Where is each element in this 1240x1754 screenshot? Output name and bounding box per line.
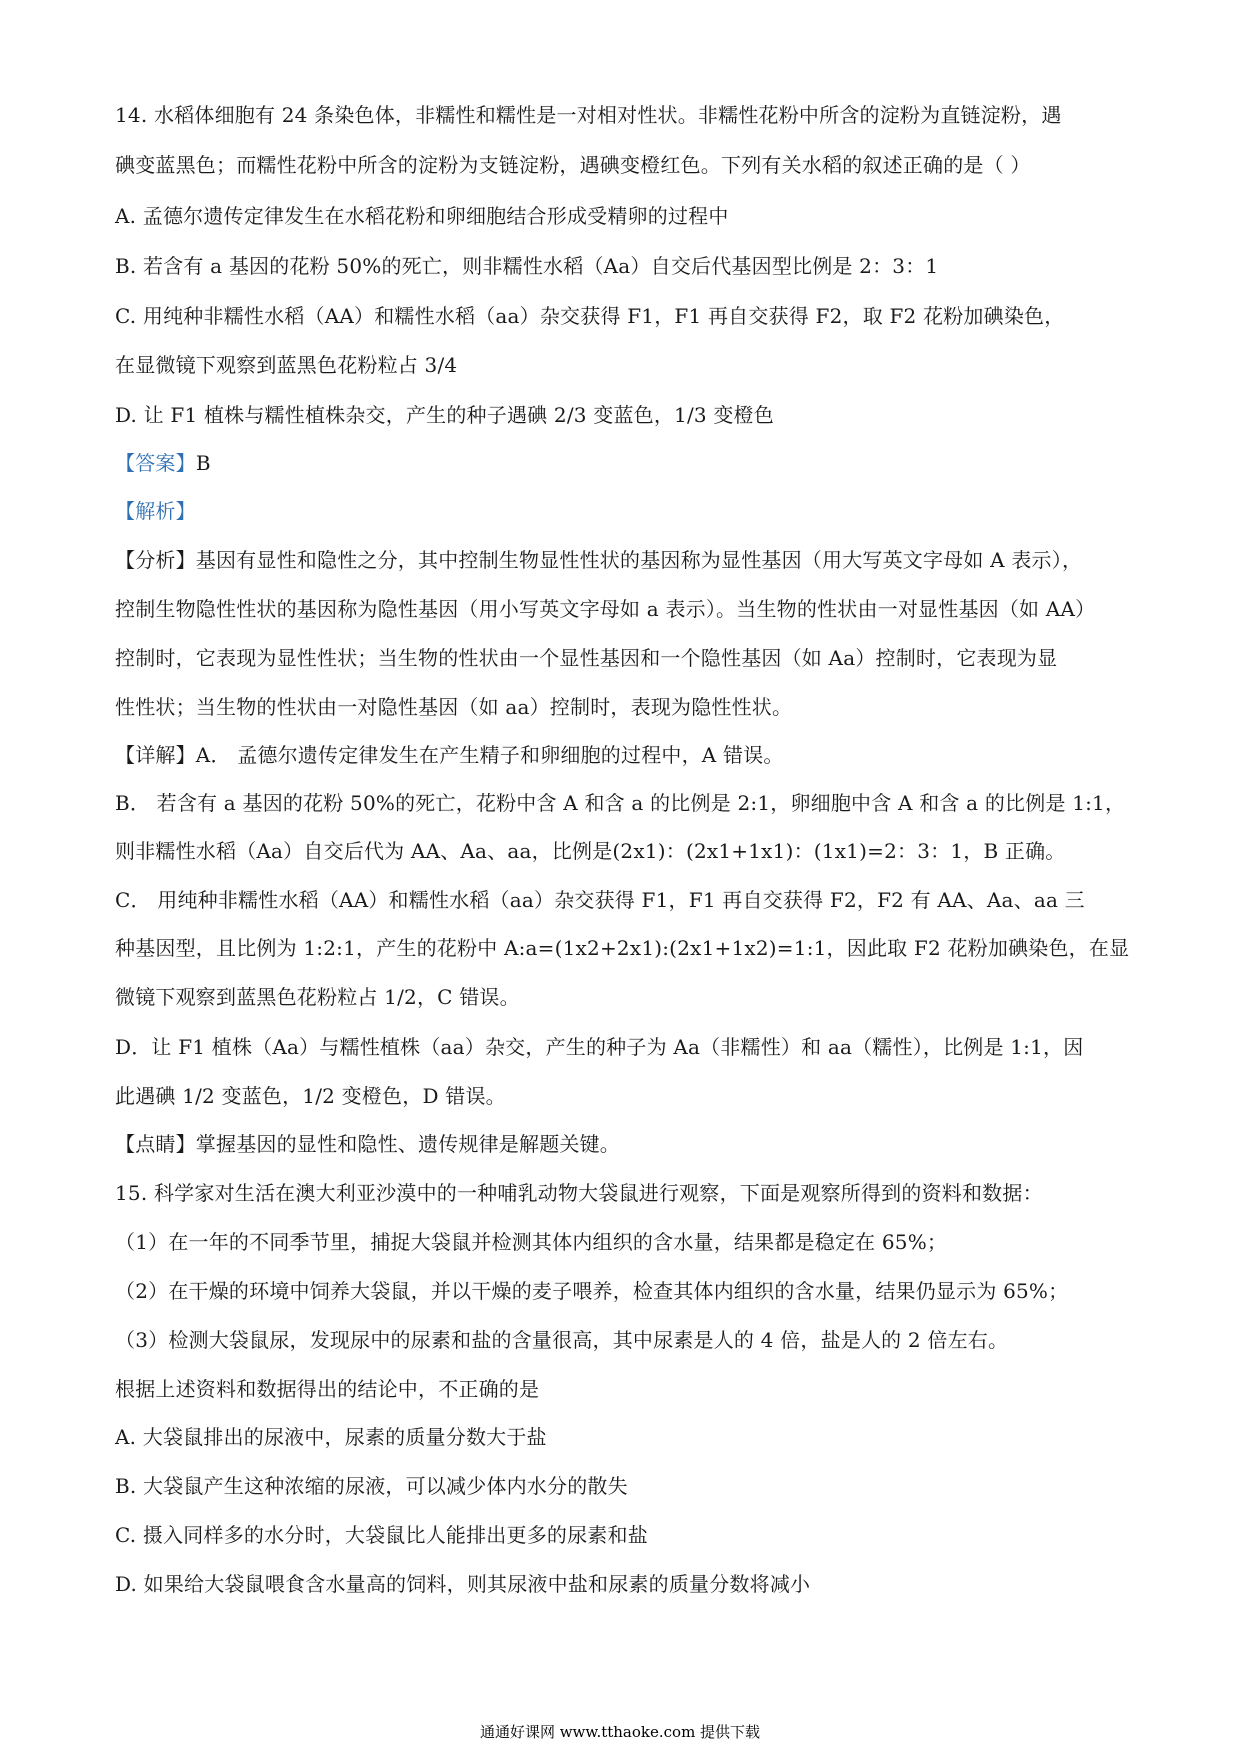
q14-xiangjie-line-8: 此遇碘 1/2 变蓝色，1/2 变橙色，D 错误。 xyxy=(115,1084,506,1108)
q14-fenxi-line-1: 【分析】基因有显性和隐性之分，其中控制生物显性性状的基因称为显性基因（用大写英文字母如 A 表示）， xyxy=(115,548,1083,572)
answer-value: B xyxy=(195,451,211,475)
page-footer: 通通好课网 www.tthaoke.com 提供下载 xyxy=(479,1723,761,1741)
q14-fenxi-line-3: 控制时，它表现为显性性状；当生物的性状由一个显性基因和一个隐性基因（如 Aa）控制时，它表现为显 xyxy=(115,646,1058,670)
q15-question: 根据上述资料和数据得出的结论中，不正确的是 xyxy=(115,1377,540,1401)
q14-option-c: C. 用纯种非糯性水稻（AA）和糯性水稻（aa）杂交获得 F1，F1 再自交获得 F2，取 F2 花粉加碘染色， xyxy=(115,304,1065,328)
q14-xiangjie-line-5: 种基因型，且比例为 1:2:1，产生的花粉中 A:a=(1x2+2x1):(2x1+1x2)=1:1，因此取 F2 花粉加碘染色，在显 xyxy=(115,936,1130,960)
q14-stem-line-1: 14. 水稻体细胞有 24 条染色体，非糯性和糯性是一对相对性状。非糯性花粉中所含的淀粉为直链淀粉，遇 xyxy=(115,103,1062,127)
q14-xiangjie-line-3: 则非糯性水稻（Aa）自交后代为 AA、Aa、aa，比例是(2x1)：(2x1+1x1)：(1x1)=2：3：1，B 正确。 xyxy=(115,839,1066,863)
q14-analysis-label xyxy=(115,498,1135,524)
q14-xiangjie-line-1: 【详解】A． 孟德尔遗传定律发生在产生精子和卵细胞的过程中，A 错误。 xyxy=(115,743,784,767)
q14-xiangjie-line-6: 微镜下观察到蓝黑色花粉粒占 1/2，C 错误。 xyxy=(115,985,520,1009)
q14-fenxi-line-4: 性性状；当生物的性状由一对隐性基因（如 aa）控制时，表现为隐性性状。 xyxy=(115,695,793,719)
q15-option-a: A. 大袋鼠排出的尿液中，尿素的质量分数大于盐 xyxy=(115,1425,547,1449)
q14-fenxi-line-2: 控制生物隐性性状的基因称为隐性基因（用小写英文字母如 a 表示）。当生物的性状由一对显性基因（如 AA） xyxy=(115,597,1096,621)
q15-item-2: （2）在干燥的环境中饲养大袋鼠，并以干燥的麦子喂养，检查其体内组织的含水量，结果仍显示为 65%； xyxy=(115,1279,1069,1303)
q14-answer xyxy=(115,450,1135,476)
q14-stem-line-2: 碘变蓝黑色；而糯性花粉中所含的淀粉为支链淀粉，遇碘变橙红色。下列有关水稻的叙述正确的是（ ） xyxy=(115,153,1031,177)
analysis-label: 【解析】 xyxy=(115,499,196,523)
q15-option-c: C. 摄入同样多的水分时，大袋鼠比人能排出更多的尿素和盐 xyxy=(115,1523,648,1547)
q14-option-b: B. 若含有 a 基因的花粉 50%的死亡，则非糯性水稻（Aa）自交后代基因型比例是 2：3：1 xyxy=(115,254,939,278)
q15-option-d: D. 如果给大袋鼠喂食含水量高的饲料，则其尿液中盐和尿素的质量分数将减小 xyxy=(115,1572,811,1596)
q14-xiangjie-line-2: B． 若含有 a 基因的花粉 50%的死亡，花粉中含 A 和含 a 的比例是 2:1，卵细胞中含 A 和含 a 的比例是 1:1， xyxy=(115,791,1126,815)
q15-item-3: （3）检测大袋鼠尿，发现尿中的尿素和盐的含量很高，其中尿素是人的 4 倍，盐是人的 2 倍左右。 xyxy=(115,1328,1009,1352)
q14-dianjing: 【点睛】掌握基因的显性和隐性、遗传规律是解题关键。 xyxy=(115,1132,620,1156)
q14-option-d: D. 让 F1 植株与糯性植株杂交，产生的种子遇碘 2/3 变蓝色，1/3 变橙色 xyxy=(115,403,775,427)
q15-item-1: （1）在一年的不同季节里，捕捉大袋鼠并检测其体内组织的含水量，结果都是稳定在 65%； xyxy=(115,1230,948,1254)
q14-option-a: A. 孟德尔遗传定律发生在水稻花粉和卵细胞结合形成受精卵的过程中 xyxy=(115,204,729,228)
q14-option-c-cont: 在显微镜下观察到蓝黑色花粉粒占 3/4 xyxy=(115,353,458,377)
q15-option-b: B. 大袋鼠产生这种浓缩的尿液，可以减少体内水分的散失 xyxy=(115,1474,628,1498)
q15-stem: 15. 科学家对生活在澳大利亚沙漠中的一种哺乳动物大袋鼠进行观察，下面是观察所得到的资料和数据： xyxy=(115,1181,1043,1205)
answer-label: 【答案】 xyxy=(115,451,196,475)
q14-xiangjie-line-4: C． 用纯种非糯性水稻（AA）和糯性水稻（aa）杂交获得 F1，F1 再自交获得 F2，F2 有 AA、Aa、aa 三 xyxy=(115,888,1085,912)
q14-xiangjie-line-7: D．让 F1 植株（Aa）与糯性植株（aa）杂交，产生的种子为 Aa（非糯性）和 aa（糯性），比例是 1:1，因 xyxy=(115,1035,1084,1059)
